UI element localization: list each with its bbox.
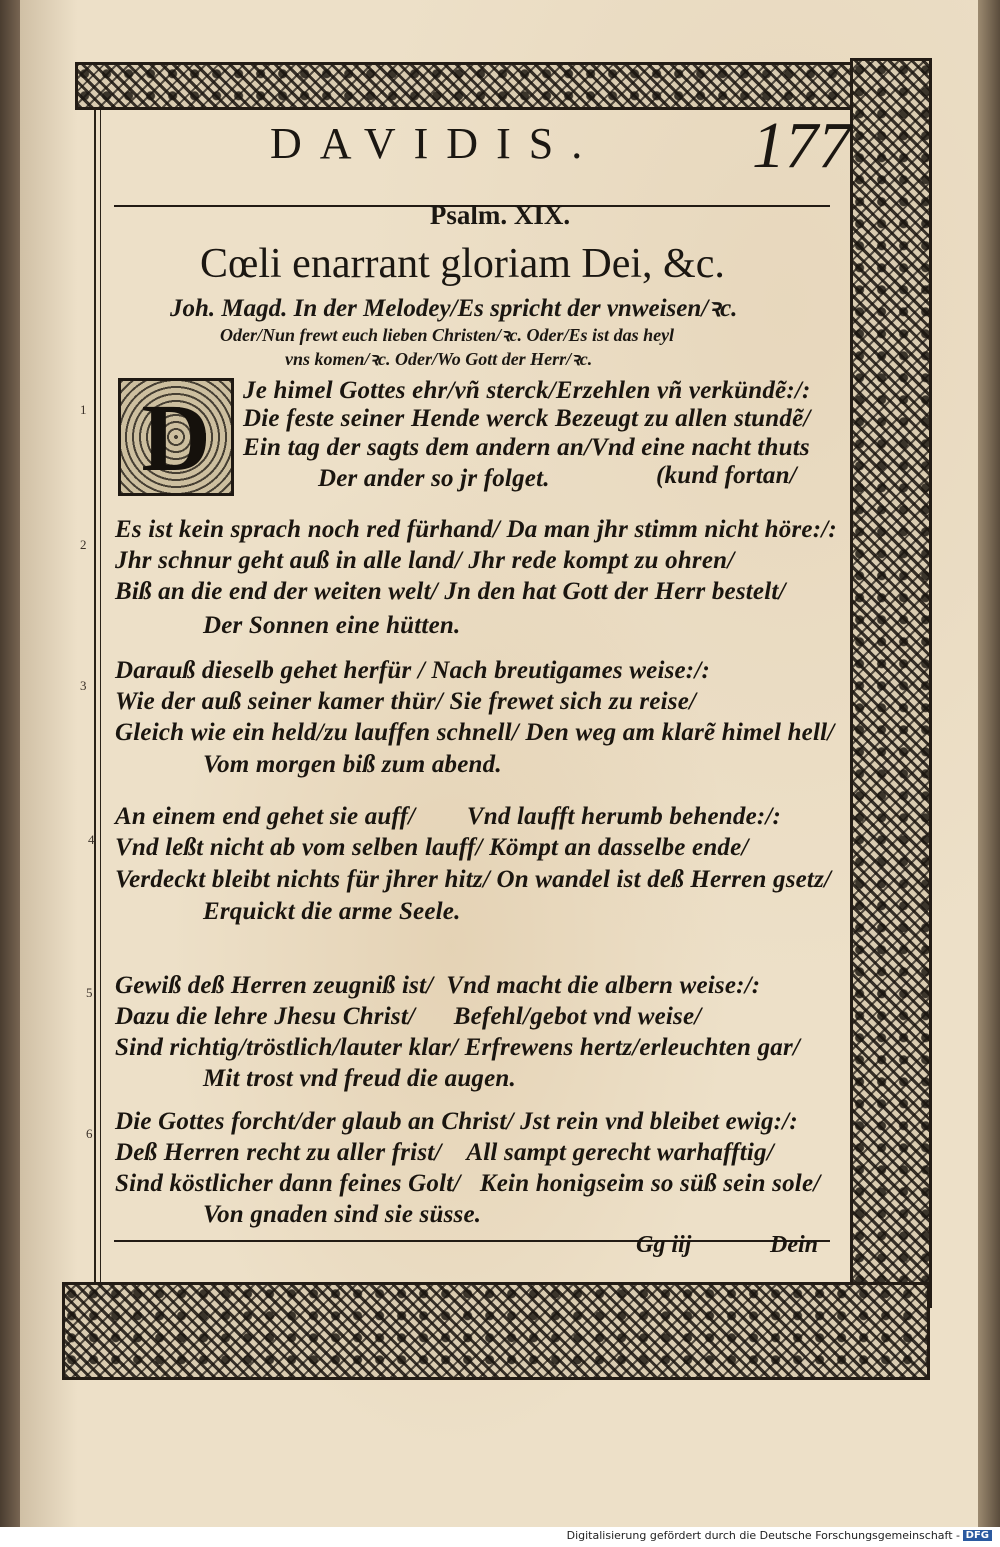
alternative-melodies-line-1: Oder/Nun frewt euch lieben Christen/ꝛc. Oder/Es ist das heyl — [220, 325, 675, 345]
stanza-number: 2 — [80, 537, 87, 552]
melody-attribution: Joh. Magd. In der Melodey/Es spricht der vnweisen/ꝛc. — [170, 295, 738, 322]
stanza-number: 5 — [86, 985, 93, 1000]
verse-line: Es ist kein sprach noch red fürhand/ Da man jhr stimm nicht höre:/: — [115, 516, 837, 543]
ornamental-border-top — [75, 62, 855, 110]
verse-line: Darauß dieselb gehet herfür / Nach breutigames weise:/: — [115, 657, 711, 684]
verse-line: Gleich wie ein held/zu lauffen schnell/ Den weg am klarẽ himel hell/ — [115, 719, 835, 746]
verse-line: Vom morgen biß zum abend. — [203, 751, 502, 778]
verse-line: Wie der auß seiner kamer thür/ Sie frewet sich zu reise/ — [115, 688, 697, 715]
verse-line: Mit trost vnd freud die augen. — [203, 1065, 516, 1092]
signature-mark: Gg iij — [636, 1232, 692, 1258]
verse-line: Vnd leßt nicht ab vom selben lauff/ Kömpt an dasselbe ende/ — [115, 834, 749, 861]
verse-line: Erquickt die arme Seele. — [203, 898, 461, 925]
verse-line: Der ander so jr folget. — [318, 465, 550, 492]
verse-line: Biß an die end der weiten welt/ Jn den hat Gott der Herr bestelt/ — [115, 578, 786, 605]
verse-line: Die Gottes forcht/der glaub an Christ/ Jst rein vnd bleibet ewig:/: — [115, 1108, 798, 1135]
verse-line: Sind köstlicher dann feines Golt/ Kein honigseim so süß sein sole/ — [115, 1170, 821, 1197]
digitization-notice: Digitalisierung gefördert durch die Deutsche Forschungsgemeinschaft - — [566, 1529, 960, 1542]
verse-line: Jhr schnur geht auß in alle land/ Jhr rede kompt zu ohren/ — [115, 547, 735, 574]
frame-left-rule — [94, 110, 96, 1282]
footer-rule — [114, 1240, 830, 1242]
verse-line-turnover: (kund fortan/ — [656, 462, 797, 489]
decorated-initial: D — [118, 378, 234, 496]
dfg-logo: DFG — [963, 1530, 992, 1541]
verse-line: Der Sonnen eine hütten. — [203, 612, 461, 639]
alternative-melodies-line-2: vns komen/ꝛc. Oder/Wo Gott der Herr/ꝛc. — [285, 349, 593, 369]
verse-line: Gewiß deß Herren zeugniß ist/ Vnd macht die albern weise:/: — [115, 972, 761, 999]
page-number: 177 — [752, 109, 851, 182]
stanza-number: 1 — [80, 402, 87, 417]
verse-line: Deß Herren recht zu aller frist/ All sampt gerecht warhafftig/ — [115, 1139, 774, 1166]
verse-line: Je himel Gottes ehr/vñ sterck/Erzehlen vñ verkündẽ:/: — [243, 377, 811, 404]
ornamental-border-right — [850, 58, 932, 1308]
ornamental-border-bottom — [62, 1282, 930, 1380]
verse-line: Sind richtig/tröstlich/lauter klar/ Erfrewens hertz/erleuchten gar/ — [115, 1034, 801, 1061]
catchword: Dein — [770, 1232, 818, 1258]
verse-line: Von gnaden sind sie süsse. — [203, 1201, 482, 1228]
running-title: DAVIDIS. — [270, 119, 601, 168]
verse-line: Die feste seiner Hende werck Bezeugt zu allen stundẽ/ — [243, 405, 811, 432]
stanza-number: 3 — [80, 678, 87, 693]
stanza-number: 6 — [86, 1126, 93, 1141]
frame-left-rule-inner — [100, 110, 101, 1282]
verse-line: Dazu die lehre Jhesu Christ/ Befehl/gebot vnd weise/ — [115, 1003, 702, 1030]
verse-line: Ein tag der sagts dem andern an/Vnd eine nacht thuts — [243, 434, 810, 461]
latin-incipit: Cœli enarrant gloriam Dei, &c. — [200, 241, 725, 287]
psalm-number: Psalm. XIX. — [429, 200, 571, 230]
stanza-number: 4 — [88, 832, 95, 847]
verse-line: An einem end gehet sie auff/ Vnd laufft herumb behende:/: — [115, 803, 782, 830]
verse-line: Verdeckt bleibt nichts für jhrer hitz/ On wandel ist deß Herren gsetz/ — [115, 866, 832, 893]
